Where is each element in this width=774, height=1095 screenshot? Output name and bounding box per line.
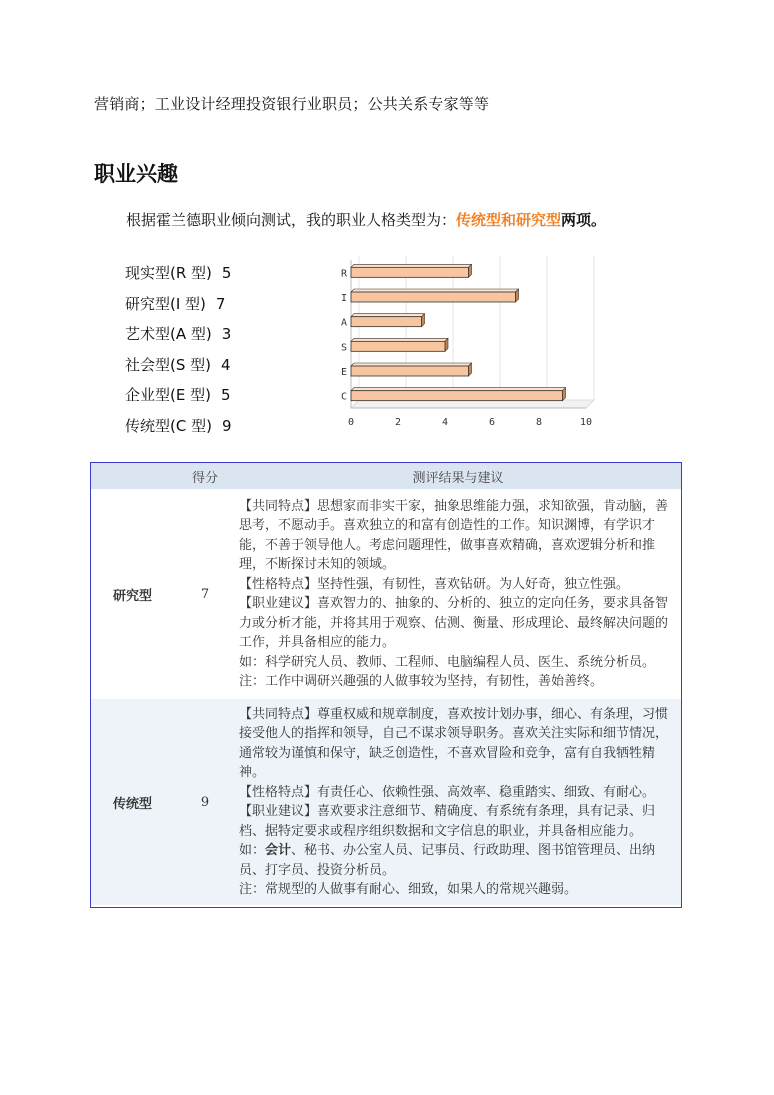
x-tick-label: 0 bbox=[347, 417, 355, 428]
bar-A bbox=[351, 317, 422, 327]
score-list bbox=[125, 262, 232, 445]
score-label: 企业型(E 型) bbox=[125, 386, 211, 404]
score-label: 研究型(I 型) bbox=[125, 294, 206, 313]
desc-line: 如：科学研究人员、教师、工程师、电脑编程人员、医生、系统分析员。 bbox=[239, 654, 656, 670]
bar-top-I bbox=[351, 289, 519, 292]
row-type: 研究型 bbox=[113, 588, 153, 604]
score-row-r bbox=[125, 262, 232, 293]
desc-note: 注：常规型的人做事有耐心、细致，如果人的常规兴趣弱。 bbox=[239, 882, 578, 897]
score-row-i bbox=[125, 293, 232, 324]
score-value: 5 bbox=[220, 386, 231, 404]
score-value: 4 bbox=[221, 355, 231, 374]
score-row-s bbox=[125, 354, 232, 385]
score-label: 艺术型(A 型) bbox=[125, 325, 212, 343]
row-description bbox=[235, 699, 681, 905]
top-line-text: 营销商；工业设计经理投资银行业职员；公共关系专家等等 bbox=[94, 95, 490, 113]
bar-top-R bbox=[351, 264, 472, 267]
desc-line: 【共同特点】思想家而非实干家，抽象思维能力强，求知欲强，肯动脑，善思考，不愿动手。喜欢独立的和富有创造性的工作。知识渊博，有学识才能，不善于领导他人。考虑问题理性，做事喜欢精确，喜欢逻辑分析和推理，不断探讨未知的领域。 bbox=[239, 498, 669, 572]
table-row bbox=[91, 489, 681, 699]
desc-example bbox=[239, 841, 675, 880]
y-tick-label: E bbox=[340, 367, 347, 378]
header-type bbox=[91, 463, 175, 489]
result-table bbox=[90, 462, 682, 908]
bar-top-S bbox=[351, 338, 448, 341]
desc-line: 【共同特点】尊重权威和规章制度，喜欢按计划办事，细心、有条理，习惯接受他人的指挥和领导，自己不谋求领导职务。喜欢关注实际和细节情况，通常较为谨慎和保守，缺乏创造性，不喜欢冒险和竞争，富有自我牺牲精神。 bbox=[239, 706, 669, 780]
score-label: 传统型(C 型) bbox=[125, 416, 212, 435]
intro-prefix: 根据霍兰德职业倾向测试，我的职业人格类型为： bbox=[126, 211, 457, 229]
intro-suffix: 两项。 bbox=[561, 211, 607, 229]
intro-highlight: 传统型和研究型 bbox=[456, 211, 562, 229]
row-score: 9 bbox=[175, 699, 235, 905]
y-tick-label: I bbox=[340, 293, 347, 304]
score-value: 7 bbox=[215, 294, 226, 313]
bar-I bbox=[351, 292, 516, 302]
desc-line: 【性格特点】坚持性强，有韧性，喜欢钻研。为人好奇，独立性强。 bbox=[239, 576, 630, 592]
score-label: 现实型(R 型) bbox=[125, 264, 212, 282]
row-description bbox=[235, 489, 681, 699]
x-tick-label: 8 bbox=[535, 417, 543, 428]
x-tick-label: 10 bbox=[579, 417, 593, 428]
bar-C bbox=[351, 391, 563, 401]
header-score: 得分 bbox=[175, 463, 235, 489]
header-result: 测评结果与建议 bbox=[235, 463, 681, 489]
score-value: 9 bbox=[221, 416, 232, 435]
score-row-c bbox=[125, 415, 232, 446]
bar-R bbox=[351, 267, 469, 277]
chart-floor bbox=[351, 400, 594, 408]
example-bold: 会计 bbox=[265, 843, 292, 858]
score-value: 3 bbox=[221, 325, 232, 343]
row-type: 传统型 bbox=[91, 699, 175, 905]
example-rest: 、秘书、办公室人员、记事员、行政助理、图书馆管理员、出纳员、打字员、投资分析员。 bbox=[239, 843, 656, 878]
x-tick-label: 4 bbox=[441, 417, 449, 428]
table-row bbox=[91, 699, 681, 905]
y-tick-label: S bbox=[340, 342, 347, 354]
score-value: 5 bbox=[221, 264, 232, 282]
y-tick-label: A bbox=[340, 317, 347, 329]
section-title: 职业兴趣 bbox=[94, 162, 178, 186]
score-row-e bbox=[125, 384, 232, 415]
desc-line: 【性格特点】有责任心、依赖性强、高效率、稳重踏实、细致、有耐心。 bbox=[239, 784, 656, 800]
y-tick-label: R bbox=[340, 268, 347, 280]
holland-bar-chart bbox=[336, 246, 616, 436]
intro-paragraph bbox=[126, 209, 606, 230]
bar-S bbox=[351, 341, 445, 351]
score-label: 社会型(S 型) bbox=[125, 355, 211, 374]
row-score: 7 bbox=[200, 586, 210, 602]
table-header-row bbox=[91, 463, 681, 489]
bar-E bbox=[351, 366, 469, 376]
example-prefix: 如： bbox=[239, 843, 266, 858]
bar-top-E bbox=[351, 363, 472, 366]
y-tick-label: C bbox=[340, 391, 347, 403]
desc-line: 注：工作中调研兴趣强的人做事较为坚持，有韧性，善始善终。 bbox=[239, 674, 604, 689]
score-row-a bbox=[125, 323, 232, 354]
x-tick-label: 6 bbox=[488, 417, 496, 428]
desc-line: 【职业建议】喜欢智力的、抽象的、分析的、独立的定向任务，要求具备智力或分析才能，并将其用于观察、估测、衡量、形成理论、最终解决问题的工作，并具备相应的能力。 bbox=[239, 596, 669, 650]
x-tick-label: 2 bbox=[394, 417, 402, 428]
bar-top-A bbox=[351, 314, 425, 317]
bar-top-C bbox=[351, 388, 566, 391]
desc-line: 【职业建议】喜欢要求注意细节、精确度、有系统有条理，具有记录、归档、据特定要求或程序组织数据和文字信息的职业，并具备相应能力。 bbox=[239, 804, 656, 839]
